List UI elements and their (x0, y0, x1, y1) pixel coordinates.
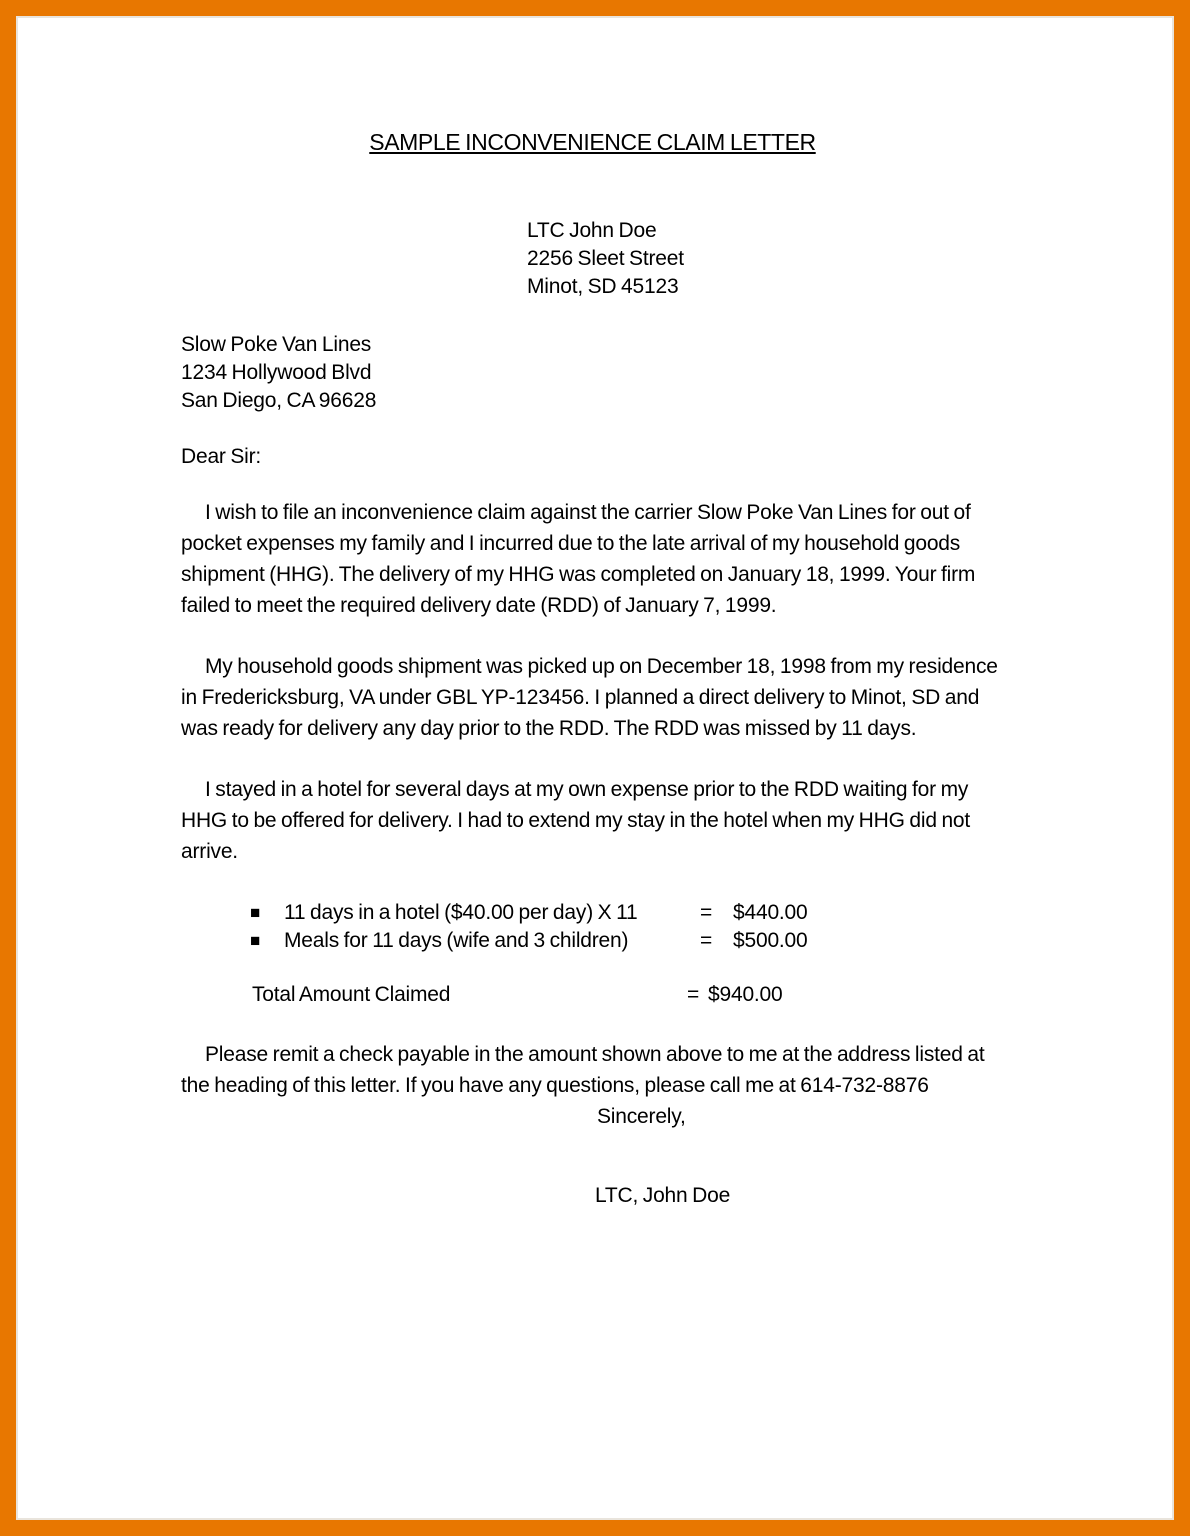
claim-item-equals: = (700, 901, 713, 924)
letter-content (16, 16, 1174, 1211)
sign-off: Sincerely, (597, 1105, 686, 1128)
claim-item-row (250, 899, 1004, 927)
recipient-name: Slow Poke Van Lines (181, 333, 372, 356)
body-paragraph-2: My household goods shipment was picked up on December 18, 1998 from my residence in Fredericksburg, VA under GBL YP-123456. I planned a direct delivery to Minot, SD and was ready for delivery any day prior to the RDD. The RDD was missed by 11 days. (181, 655, 998, 740)
salutation: Dear Sir: (181, 445, 262, 468)
letter-title: SAMPLE INCONVENIENCE CLAIM LETTER (369, 129, 816, 155)
total-claimed-equals: = (687, 983, 700, 1006)
claim-item-row (250, 927, 1004, 955)
sender-name: LTC John Doe (527, 219, 657, 242)
total-claimed-row (252, 981, 1004, 1009)
body-paragraph-1: I wish to file an inconvenience claim against the carrier Slow Poke Van Lines for out of pocket expenses my family and I incurred due to the late arrival of my household goods shipment (HHG). The delivery of my HHG was completed on January 18, 1999. Your firm failed to meet the required delivery date (RDD) of January 7, 1999. (181, 501, 976, 617)
claim-item-amount: $440.00 (733, 901, 808, 924)
claim-item-amount: $500.00 (733, 929, 808, 952)
body-paragraph-3: I stayed in a hotel for several days at my own expense prior to the RDD waiting for my HHG to be offered for delivery. I had to extend my stay in the hotel when my HHG did not arrive. (181, 778, 971, 863)
claim-item-equals: = (700, 929, 713, 952)
recipient-address-block (181, 331, 1004, 415)
recipient-city-state-zip: San Diego, CA 96628 (181, 389, 377, 412)
closing-paragraph: Please remit a check payable in the amount shown above to me at the address listed at the heading of this letter. If you have any questions, please call me at 614-732-8876 (181, 1043, 985, 1097)
sender-street: 2256 Sleet Street (527, 247, 684, 270)
total-claimed-amount: $940.00 (708, 983, 783, 1006)
title-container (181, 128, 1004, 159)
claim-item-description: 11 days in a hotel ($40.00 per day) X 11 (284, 901, 638, 924)
sender-city-state-zip: Minot, SD 45123 (527, 275, 679, 298)
signature-name: LTC, John Doe (595, 1184, 731, 1207)
bullet-square-icon: ■ (250, 903, 261, 922)
total-claimed-label: Total Amount Claimed (252, 983, 451, 1006)
claim-items-list (250, 899, 1004, 955)
sender-address-block (527, 217, 1004, 301)
bullet-square-icon: ■ (250, 931, 261, 950)
recipient-street: 1234 Hollywood Blvd (181, 361, 372, 384)
claim-item-description: Meals for 11 days (wife and 3 children) (284, 929, 629, 952)
